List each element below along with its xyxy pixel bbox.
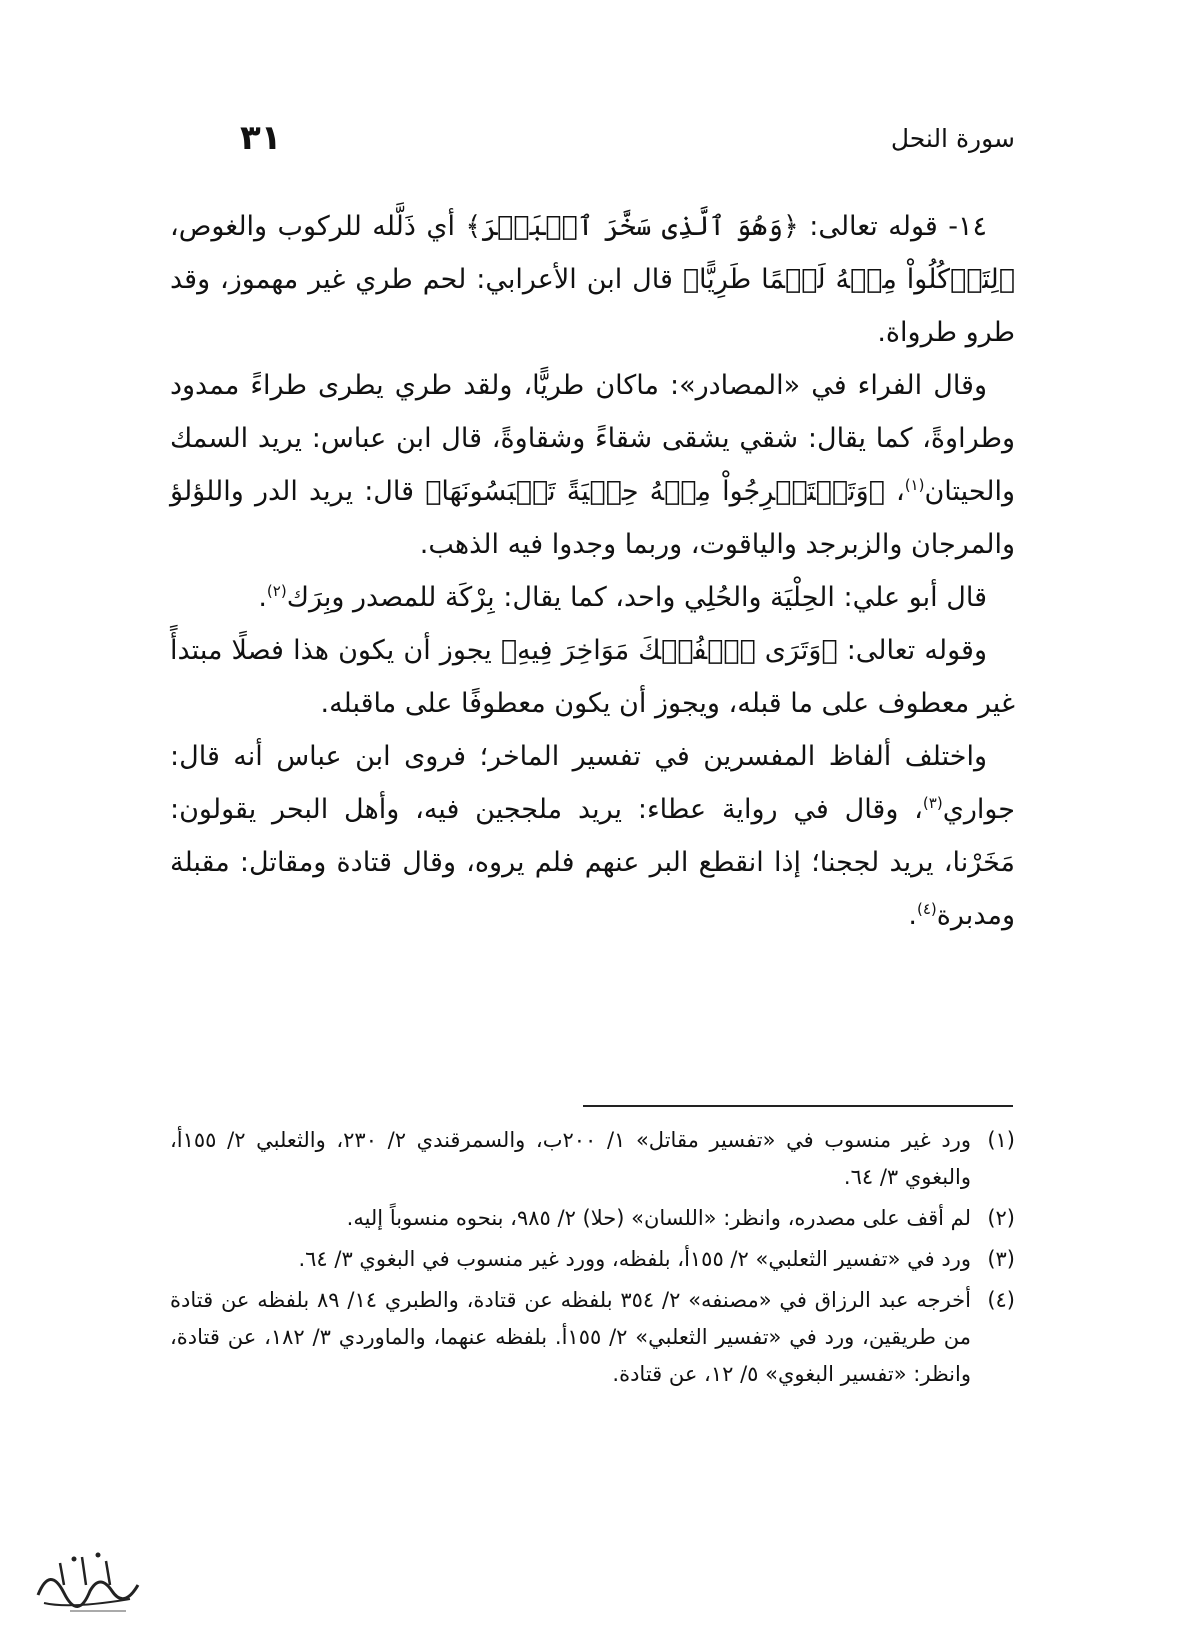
page-number: ٣١ bbox=[240, 118, 282, 158]
quran-verse: ﴿وَهُوَ ٱلَّذِى سَخَّرَ ٱلۡبَحۡرَ﴾ bbox=[465, 211, 799, 242]
text-segment: . bbox=[908, 900, 917, 931]
footnote-reference: (٢) bbox=[266, 582, 287, 600]
footnote-3 bbox=[170, 1241, 1015, 1278]
text-segment: ، وقال في رواية عطاء: يريد ملججين فيه، وأهل البحر يقولون: مَخَرْنا، يريد لججنا؛ إذا انقطع البر عنهم فلم يروه، وقال قتادة ومقاتل: مقبلة ومدبرة bbox=[170, 794, 1015, 931]
paragraph-4 bbox=[170, 624, 1015, 730]
footnote-4 bbox=[170, 1282, 1015, 1393]
page-header bbox=[240, 118, 1015, 168]
paragraph-5 bbox=[170, 730, 1015, 942]
text-segment: ١٤- قوله تعالى: bbox=[798, 211, 987, 242]
text-segment: يجوز أن يكون هذا فصلًا مبتدأً غير معطوف على ما قبله، ويجوز أن يكون معطوفًا على ماقبله. bbox=[170, 635, 1015, 719]
calligraphy-logo-icon bbox=[30, 1545, 145, 1615]
paragraph-3 bbox=[170, 571, 1015, 624]
paragraph-2 bbox=[170, 359, 1015, 571]
footnote-number: (٢) bbox=[987, 1206, 1015, 1230]
text-segment: أي ذَلَّله للركوب والغوص، bbox=[170, 211, 466, 242]
text-segment: قال أبو علي: الحِلْيَة والحُلِي واحد، كما يقال: بِرْكَة للمصدر وبِرَك bbox=[286, 582, 987, 613]
footnote-reference: (٣) bbox=[922, 794, 943, 812]
text-segment: وقال الفراء في «المصادر»: ماكان طريًّا، ولقد طري يطرى طراءً ممدود وطراوةً، كما يقال: شقي يشقى شقاءً وشقاوةً، قال ابن عباس: يريد السمك والحيتان bbox=[170, 370, 1016, 507]
footnote-text: ورد في «تفسير الثعلبي» ٢/ ١٥٥أ، بلفظه، وورد غير منسوب في البغوي ٣/ ٦٤. bbox=[298, 1247, 971, 1271]
footnote-number: (٤) bbox=[987, 1288, 1015, 1312]
footnote-number: (٣) bbox=[987, 1247, 1015, 1271]
footnote-reference: (١) bbox=[904, 476, 925, 494]
text-segment: واختلف ألفاظ المفسرين في تفسير الماخر؛ فروى ابن عباس أنه قال: جواري bbox=[170, 741, 1015, 825]
footnote-1 bbox=[170, 1122, 1015, 1196]
quran-verse: ﴿وَتَسۡتَخۡرِجُواْ مِنۡهُ حِلۡيَةً تَلۡبَسُونَهَا﴾ bbox=[425, 476, 885, 507]
main-text bbox=[170, 200, 1015, 942]
paragraph-1 bbox=[170, 200, 1015, 359]
text-segment: قال: يريد الدر واللؤلؤ والمرجان والزبرجد والياقوت، وربما وجدوا فيه الذهب. bbox=[170, 476, 1015, 560]
text-segment: . bbox=[258, 582, 267, 613]
footnote-text: ورد غير منسوب في «تفسير مقاتل» ١/ ٢٠٠ب، والسمرقندي ٢/ ٢٣٠، والثعلبي ٢/ ١٥٥أ، والبغوي ٣/ ٦٤. bbox=[170, 1128, 971, 1189]
footnotes bbox=[170, 1122, 1015, 1397]
footnote-reference: (٤) bbox=[916, 900, 937, 918]
footnote-text: أخرجه عبد الرزاق في «مصنفه» ٢/ ٣٥٤ بلفظه عن قتادة، والطبري ١٤/ ٨٩ بلفظه عن قتادة من طريقين، ورد في «تفسير الثعلبي» ٢/ ١٥٥أ. بلفظه عنهما، والماوردي ٣/ ١٨٢، عن قتادة، وانظر: «تفسير البغوي» ٥/ ١٢، عن قتادة. bbox=[170, 1288, 971, 1386]
footnote-separator bbox=[583, 1105, 1013, 1107]
footnote-text: لم أقف على مصدره، وانظر: «اللسان» (حلا) ٢/ ٩٨٥، بنحوه منسوباً إليه. bbox=[346, 1206, 971, 1230]
footnote-2 bbox=[170, 1200, 1015, 1237]
quran-verse: ﴿وَتَرَى ٱلۡفُلۡكَ مَوَاخِرَ فِيهِ﴾ bbox=[500, 635, 838, 666]
text-segment: وقوله تعالى: bbox=[837, 635, 987, 666]
quran-verse: ﴿لِتَأۡكُلُواْ مِنۡهُ لَحۡمًا طَرِيًّا﴾ bbox=[682, 264, 1015, 295]
surah-name: سورة النحل bbox=[890, 124, 1015, 153]
text-segment: ، bbox=[884, 476, 905, 507]
text-segment: قال ابن الأعرابي: لحم طري غير مهموز، وقد طرو طرواة. bbox=[170, 264, 1015, 348]
footnote-number: (١) bbox=[987, 1128, 1015, 1152]
